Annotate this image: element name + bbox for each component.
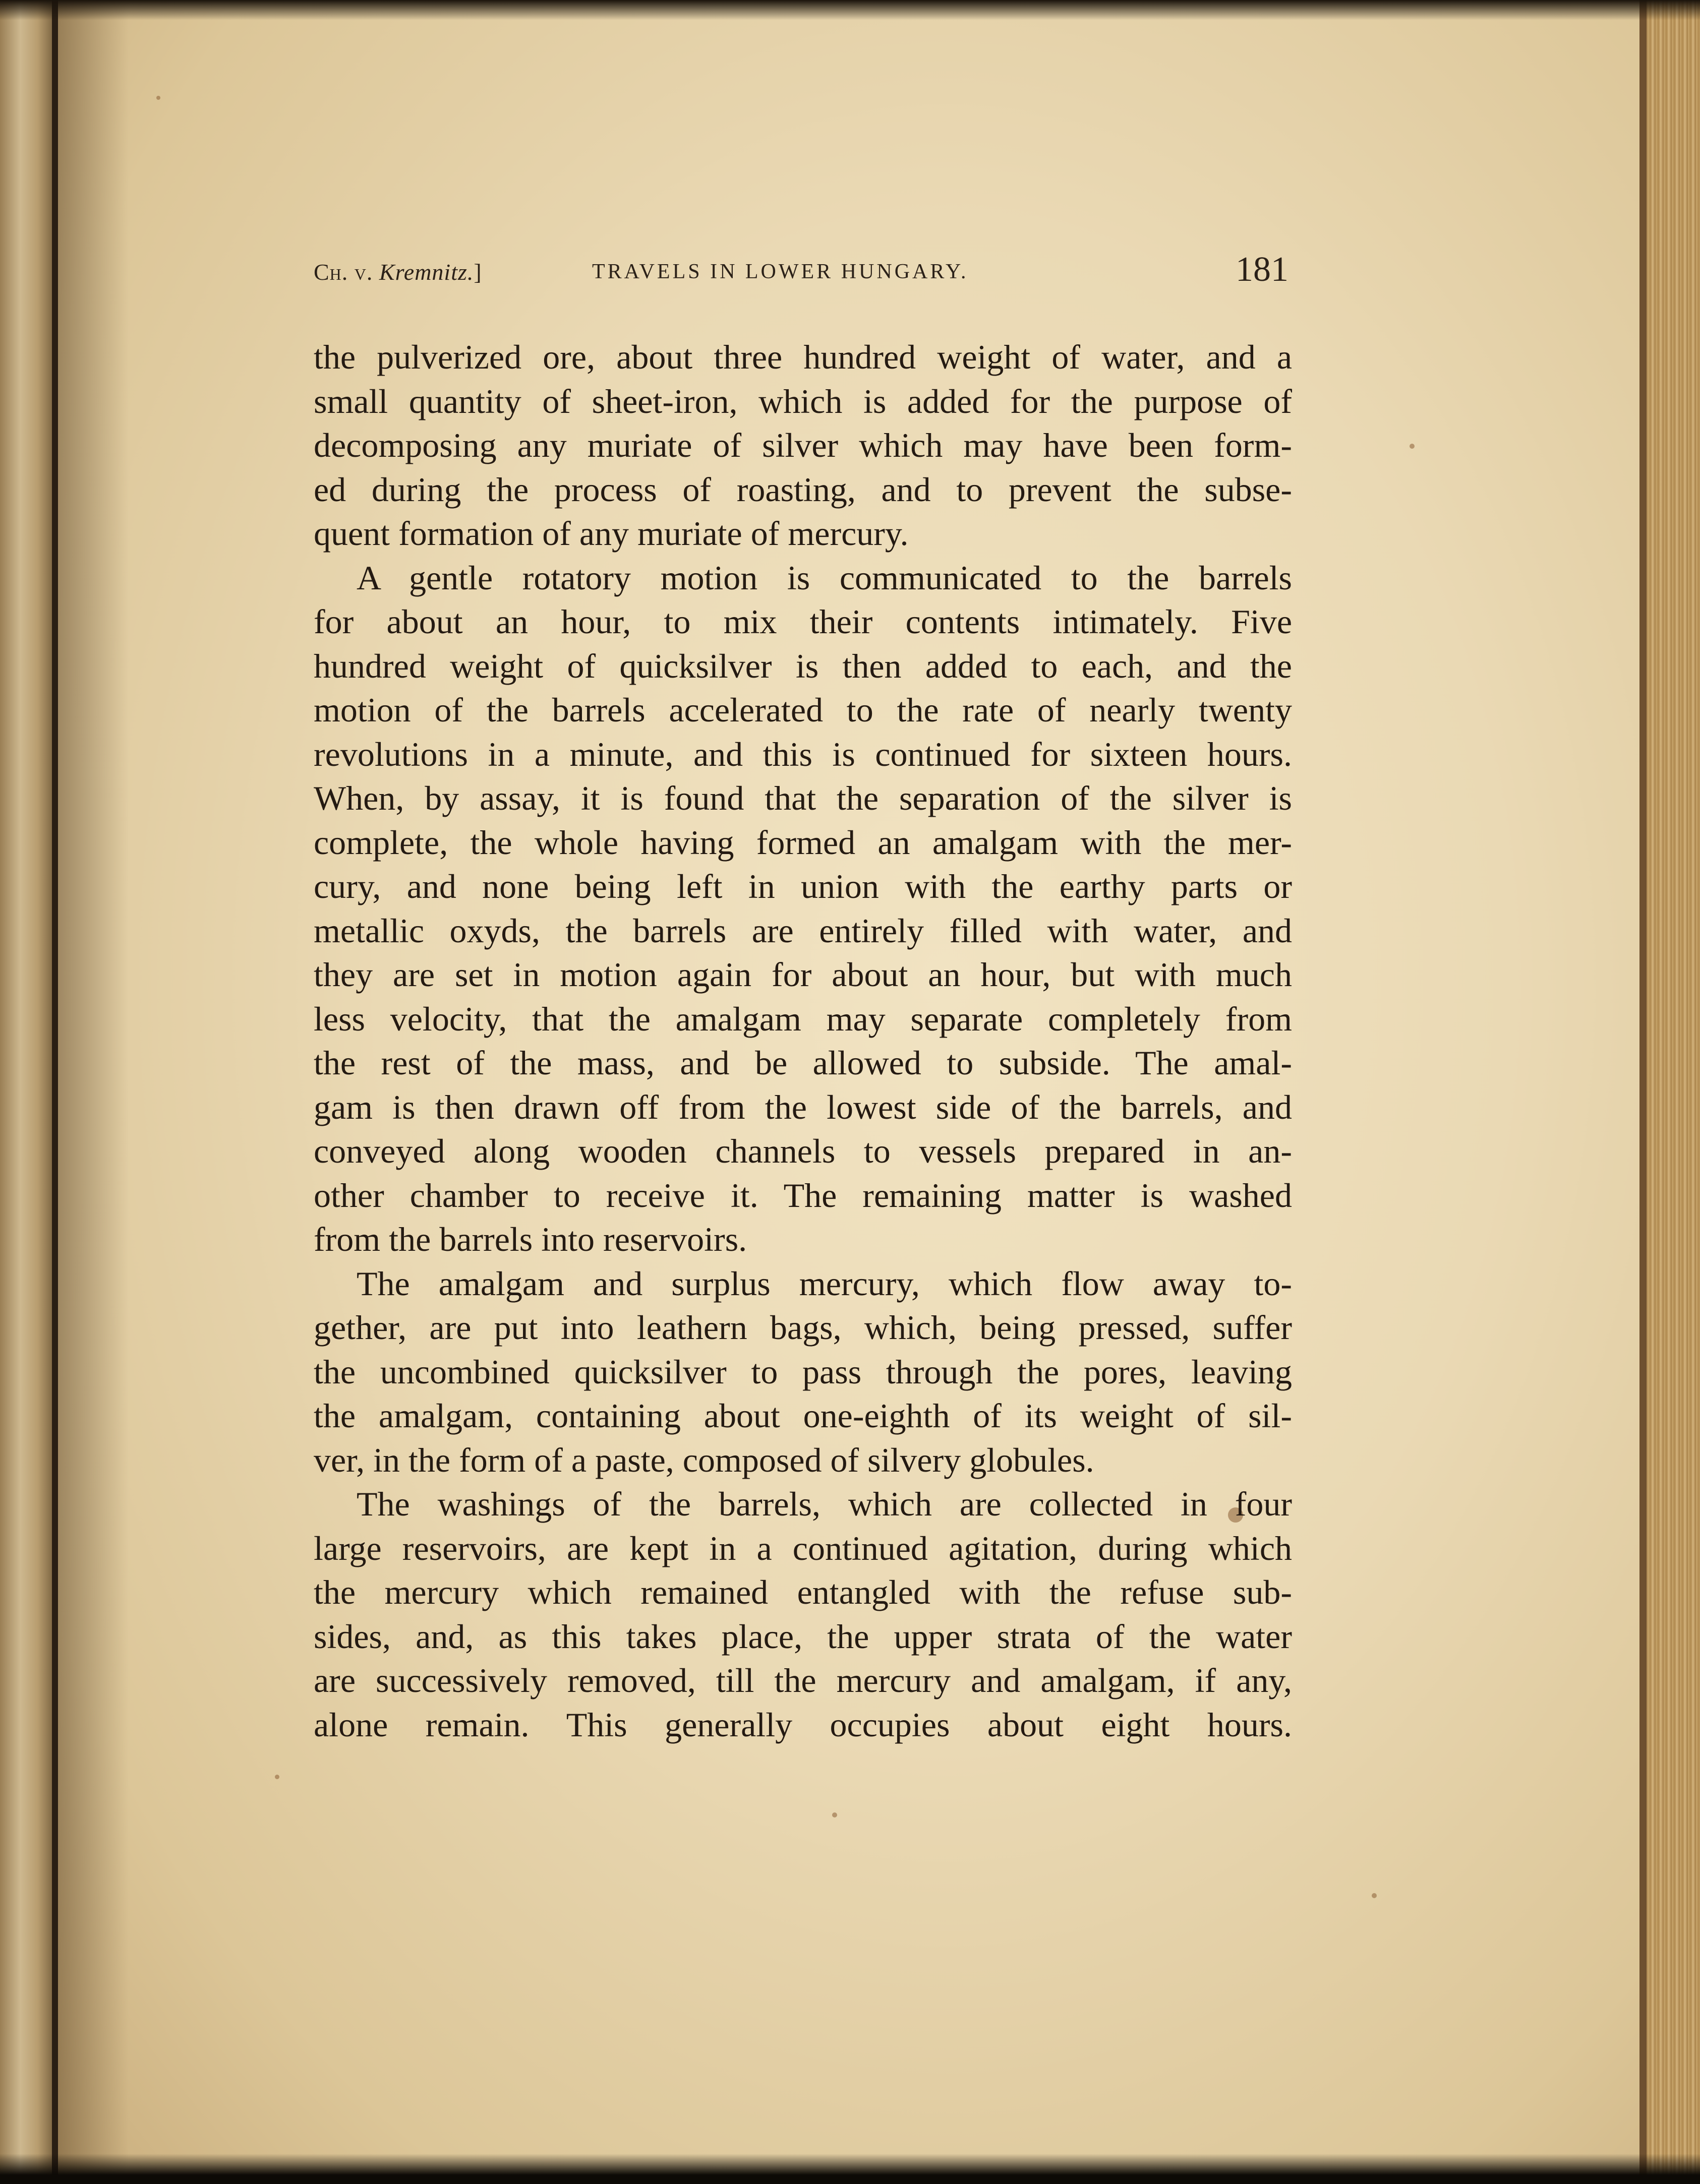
text-line: are successively removed, till the mercury and amalgam, if any, <box>314 1661 1292 1700</box>
text-line: When, by assay, it is found that the separation of the silver is <box>314 779 1292 817</box>
text-line: hundred weight of quicksilver is then added to each, and the <box>314 646 1292 685</box>
foxing-spot <box>1410 444 1415 449</box>
foxing-spot <box>275 1775 279 1779</box>
text-line: small quantity of sheet-iron, which is added for the purpose of <box>314 382 1292 420</box>
gutter-shadow <box>58 0 129 2184</box>
text-line: the mercury which remained entangled with the refuse sub- <box>314 1573 1292 1611</box>
running-head-chapter <box>314 259 482 285</box>
text-line: other chamber to receive it. The remaining matter is washed <box>314 1176 1292 1215</box>
text-line: The amalgam and surplus mercury, which flow away to- <box>357 1264 1292 1303</box>
text-line: gam is then drawn off from the lowest side of the barrels, and <box>314 1087 1292 1126</box>
text-line: the uncombined quicksilver to pass through the pores, leaving <box>314 1352 1292 1391</box>
foxing-spot <box>832 1812 837 1817</box>
text-line: the pulverized ore, about three hundred weight of water, and a <box>314 338 1292 376</box>
text-line: for about an hour, to mix their contents intimately. Five <box>314 602 1292 641</box>
text-line: sides, and, as this takes place, the upper strata of the water <box>314 1617 1292 1656</box>
body-text <box>314 335 1292 1747</box>
text-line: complete, the whole having formed an amalgam with the mer- <box>314 823 1292 862</box>
chapter-bracket: ] <box>474 259 482 285</box>
running-head-title: TRAVELS IN LOWER HUNGARY. <box>592 260 969 283</box>
text-line: revolutions in a minute, and this is continued for sixteen hours. <box>314 735 1292 773</box>
text-line: from the barrels into reservoirs. <box>314 1220 747 1258</box>
text-line: conveyed along wooden channels to vessels prepared in an- <box>314 1132 1292 1170</box>
foxing-spot <box>1372 1893 1377 1898</box>
text-line: they are set in motion again for about an hour, but with much <box>314 955 1292 994</box>
left-page-edge <box>0 0 58 2184</box>
text-line: quent formation of any muriate of mercury. <box>314 514 909 553</box>
running-head <box>314 250 1288 290</box>
fore-edge <box>1639 0 1700 2184</box>
text-line: A gentle rotatory motion is communicated to the barrels <box>357 558 1292 597</box>
text-line: The washings of the barrels, which are collected in four <box>357 1485 1292 1523</box>
text-line: alone remain. This generally occupies about eight hours. <box>314 1705 1292 1744</box>
chapter-number: Ch. v. <box>314 259 373 285</box>
top-border <box>0 0 1700 20</box>
text-line: the rest of the mass, and be allowed to subside. The amal- <box>314 1044 1292 1082</box>
text-line: ed during the process of roasting, and to prevent the subse- <box>314 470 1292 509</box>
text-line: gether, are put into leathern bags, which, being pressed, suffer <box>314 1308 1292 1347</box>
text-line: decomposing any muriate of silver which may have been form- <box>314 426 1292 464</box>
foxing-spot <box>156 96 160 100</box>
text-line: the amalgam, containing about one-eighth of its weight of sil- <box>314 1397 1292 1435</box>
bottom-border <box>0 2154 1700 2184</box>
text-line: ver, in the form of a paste, composed of silvery globules. <box>314 1440 1094 1479</box>
chapter-place: Kremnitz. <box>379 259 474 285</box>
page-number: 181 <box>1236 250 1288 289</box>
text-line: metallic oxyds, the barrels are entirely filled with water, and <box>314 911 1292 950</box>
text-line: less velocity, that the amalgam may separate completely from <box>314 999 1292 1038</box>
text-line: large reservoirs, are kept in a continued agitation, during which <box>314 1529 1292 1567</box>
text-line: motion of the barrels accelerated to the rate of nearly twenty <box>314 691 1292 729</box>
text-line: cury, and none being left in union with the earthy parts or <box>314 867 1292 905</box>
